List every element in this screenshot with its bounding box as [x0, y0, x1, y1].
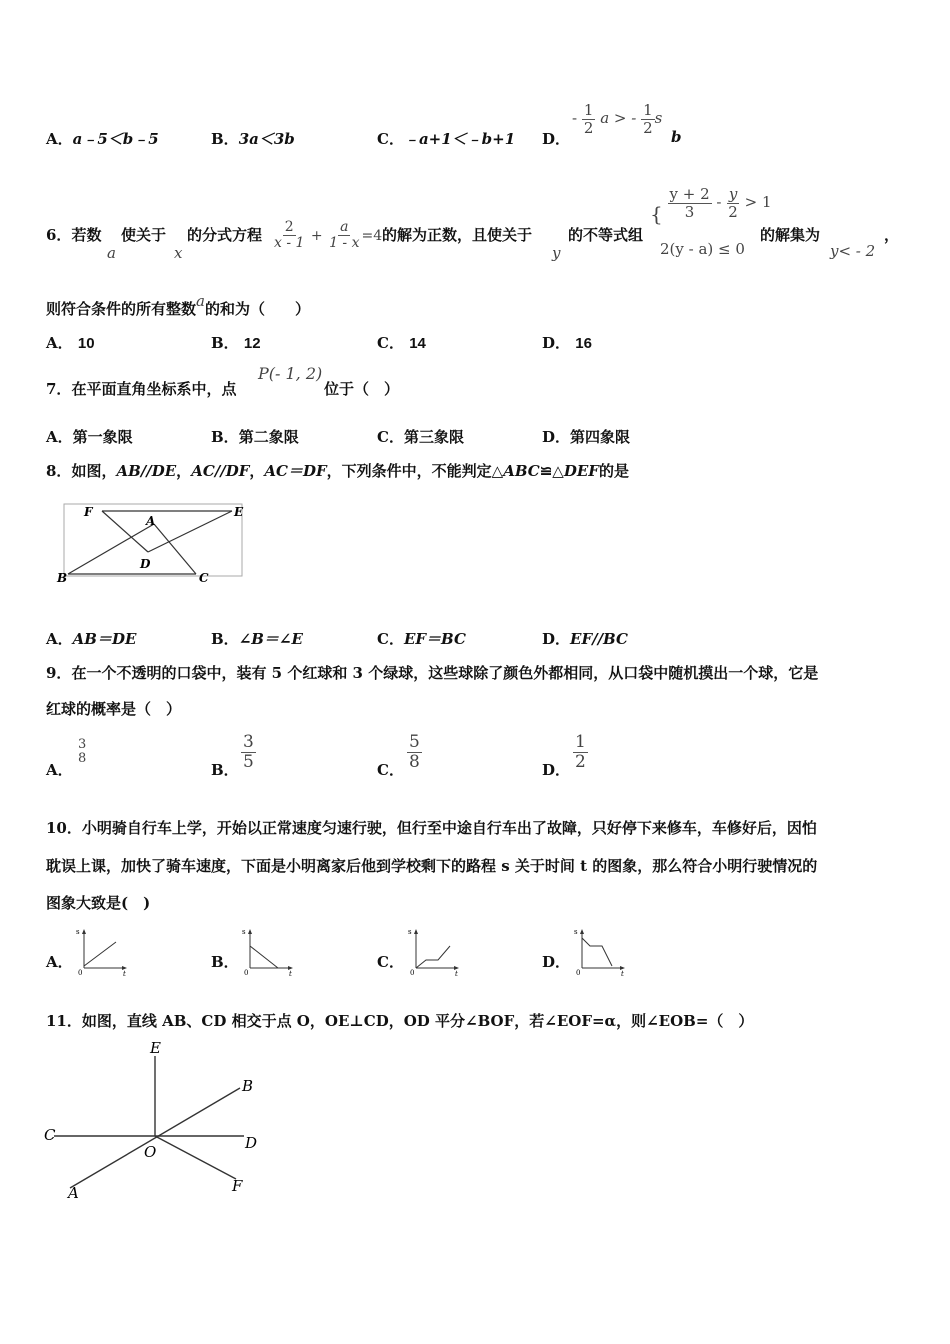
q9-option-d[interactable]: D．: [542, 761, 571, 779]
label-e: E: [234, 505, 244, 519]
q10-option-a[interactable]: A．: [46, 953, 73, 971]
q9-option-a-fraction: 3 8: [78, 737, 87, 767]
graph-line: [582, 938, 612, 966]
q6-inequality-system: { $\frac{y + 2}{3}$ - $\frac{y}{2}$ > 1: [650, 185, 772, 226]
q6-option-c[interactable]: C． 14: [377, 334, 426, 352]
axis-label-origin: 0: [410, 969, 415, 977]
label-b: B: [57, 571, 68, 585]
axis-label-t: t: [123, 970, 126, 978]
q6-text-4: 的解为正数，且使关于: [382, 226, 533, 244]
q7-option-a[interactable]: A．第一象限: [46, 428, 133, 446]
q6-text-5: 的不等式组: [568, 226, 644, 244]
graph-line: [250, 946, 278, 968]
option-label: D．: [542, 130, 571, 148]
q9-option-b[interactable]: B．: [211, 761, 239, 779]
axis-label-s: s: [76, 928, 80, 936]
label-d: D: [245, 1134, 258, 1152]
q6-text-2: 使关于: [121, 226, 167, 244]
q7-option-d[interactable]: D．第四象限: [542, 428, 631, 446]
label-a: A: [146, 514, 156, 528]
axis-label-s: s: [408, 928, 412, 936]
label-e: E: [150, 1039, 161, 1057]
y-axis-arrow: [414, 929, 418, 934]
q8-option-b[interactable]: B．∠B＝∠E: [211, 630, 303, 648]
q10-stem-line2: 耽误上课，加快了骑车速度，下面是小明离家后他到学校剩下的路程 s 关于时间 t 的图象，那么符合小明行驶情况的: [46, 857, 818, 875]
q10-option-c[interactable]: C．: [377, 953, 404, 971]
q6-inequality-line2: 2(y - a) ≤ 0: [660, 240, 745, 258]
axis-label-t: t: [621, 970, 624, 978]
q6-var-y: y: [552, 244, 561, 262]
axis-label-t: t: [289, 970, 292, 978]
label-f: F: [232, 1177, 243, 1195]
q9-option-c-fraction: $\frac{5}{8}$: [409, 732, 420, 772]
q6-fraction-equation: $\frac{2}{x - 1}$ + $\frac{a}{1 - x}$ =4: [274, 219, 383, 252]
label-c: C: [44, 1126, 56, 1144]
q6-solution: y< - 2: [830, 242, 876, 260]
q6-text-6: 的解集为: [760, 226, 821, 244]
q11-stem: 11．如图，直线 AB、CD 相交于点 O，OE⊥CD，OD 平分∠BOF，若∠EOF=α，则∠EOB=（ ）: [46, 1012, 754, 1030]
q5-option-a[interactable]: [46, 128, 159, 149]
q6-var-x: x: [174, 244, 183, 262]
option-label: C．: [377, 130, 404, 148]
q10-graph-c: [404, 926, 464, 976]
q11-figure: [40, 1036, 280, 1206]
q9-option-c[interactable]: C．: [377, 761, 404, 779]
q5-option-d-expression: - $\frac{1}{2}$ a > - $\frac{1}{2}$ s: [572, 101, 663, 137]
q7-option-b[interactable]: B．第二象限: [211, 428, 299, 446]
q8-figure: [56, 500, 256, 590]
q9-stem-line1: 9．在一个不透明的口袋中，装有 5 个红球和 3 个绿球，这些球除了颜色外都相同，从口袋中随机摸出一个球，它是: [46, 664, 819, 682]
q6-option-a[interactable]: A． 10: [46, 334, 95, 352]
q9-stem-line2: 红球的概率是（ ）: [46, 700, 182, 718]
q5-option-c[interactable]: [377, 128, 515, 149]
y-axis-arrow: [82, 929, 86, 934]
option-text: a﹣5＜b﹣5: [72, 130, 159, 148]
label-o: O: [144, 1143, 157, 1161]
q6-comma: ，: [884, 226, 900, 244]
axis-label-s: s: [574, 928, 578, 936]
graph-line: [84, 942, 116, 966]
q9-option-d-fraction: $\frac{1}{2}$: [575, 732, 586, 772]
q6-option-d[interactable]: D． 16: [542, 334, 592, 352]
q8-stem: 8．如图，AB//DE，AC//DF，AC＝DF，下列条件中，不能判定△ABC≌△DEF的是: [46, 462, 629, 480]
option-text: ﹣a+1＜﹣b+1: [403, 130, 516, 148]
q7-option-c[interactable]: C．第三象限: [377, 428, 464, 446]
q8-option-a[interactable]: A．AB＝DE: [46, 630, 137, 648]
q10-graph-b: [238, 926, 298, 976]
option-label: B．: [211, 130, 239, 148]
option-label: A．: [46, 130, 73, 148]
q5-option-b[interactable]: [211, 128, 295, 149]
y-axis-arrow: [248, 929, 252, 934]
q10-graph-a: [72, 926, 132, 976]
q7-point: P(- 1, 2): [258, 364, 323, 383]
ray-of: [155, 1136, 236, 1179]
q9-option-b-fraction: $\frac{3}{5}$: [243, 732, 254, 772]
q6-var-a: a: [107, 244, 116, 262]
label-a: A: [68, 1184, 79, 1202]
label-b: B: [242, 1077, 254, 1095]
q10-option-b[interactable]: B．: [211, 953, 239, 971]
q5-option-d-tail: b: [671, 128, 682, 146]
q10-graph-d: [570, 926, 630, 976]
axis-label-s: s: [242, 928, 246, 936]
q6-line2: 则符合条件的所有整数a的和为（ ）: [46, 292, 310, 318]
axis-label-origin: 0: [576, 969, 581, 977]
q8-option-c[interactable]: C．EF＝BC: [377, 630, 466, 648]
q10-stem-line1: 10．小明骑自行车上学，开始以正常速度匀速行驶，但行至中途自行车出了故障，只好停下来修车，车修好后，因怕: [46, 819, 817, 837]
label-d: D: [140, 557, 151, 571]
q5-option-d[interactable]: [542, 128, 570, 149]
q6-stem: 6．若数: [46, 226, 102, 244]
axis-label-origin: 0: [244, 969, 249, 977]
q6-option-b[interactable]: B． 12: [211, 334, 261, 352]
y-axis-arrow: [580, 929, 584, 934]
q7-stem-end: 位于（ ）: [324, 380, 400, 398]
label-f: F: [84, 505, 93, 519]
axis-label-origin: 0: [78, 969, 83, 977]
q10-stem-line3: 图象大致是( ): [46, 894, 151, 912]
q8-option-d[interactable]: D．EF//BC: [542, 630, 628, 648]
q9-option-a[interactable]: A．: [46, 761, 73, 779]
q10-option-d[interactable]: D．: [542, 953, 571, 971]
axis-label-t: t: [455, 970, 458, 978]
q7-stem: 7．在平面直角坐标系中，点: [46, 380, 237, 398]
graph-line: [416, 946, 450, 968]
label-c: C: [199, 571, 209, 585]
option-text: 3a＜3b: [238, 130, 295, 148]
q6-text-3: 的分式方程: [187, 226, 263, 244]
